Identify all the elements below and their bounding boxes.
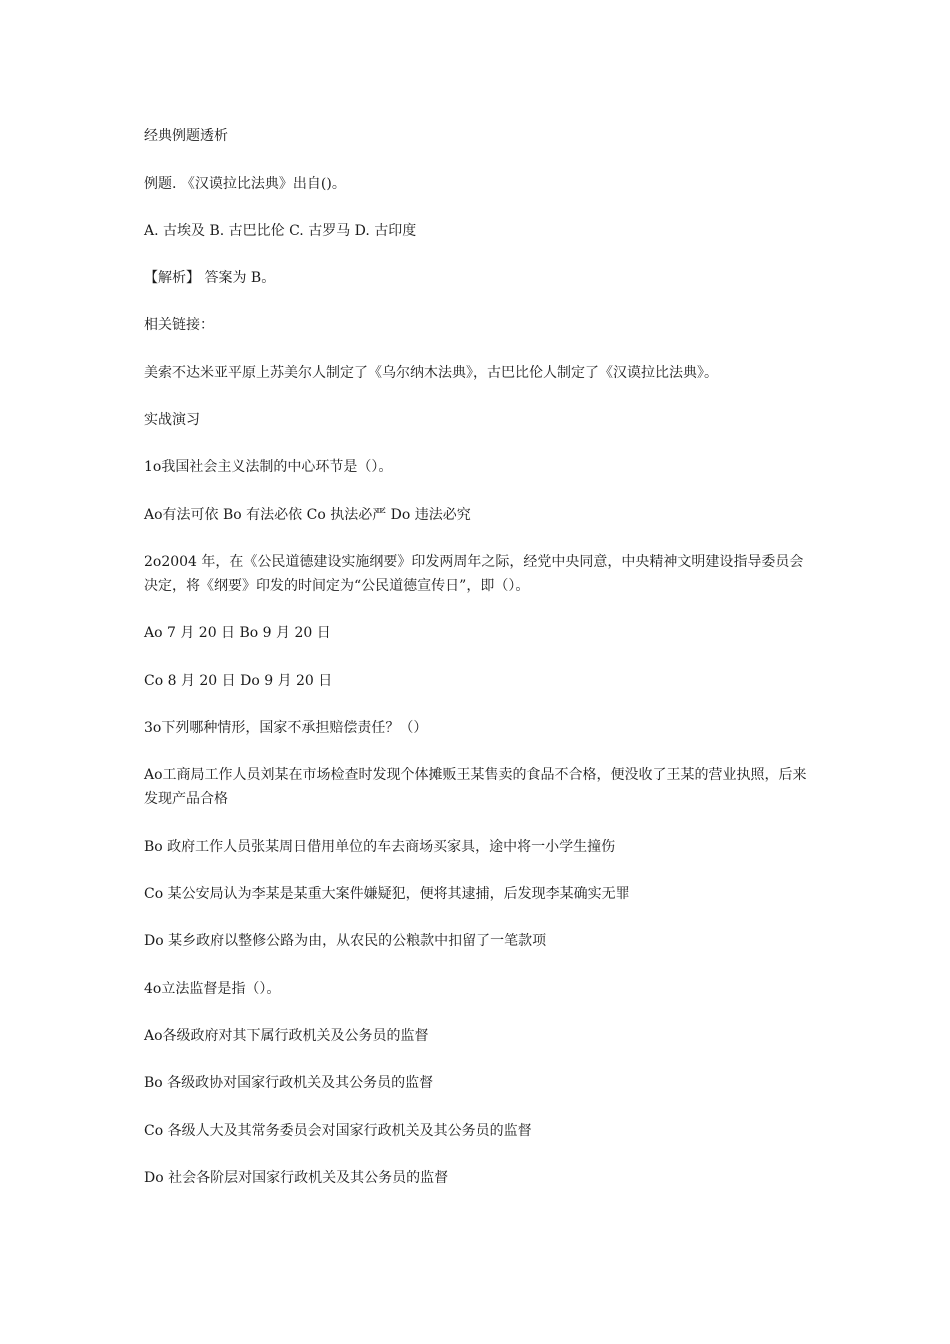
- question-3: 3o下列哪种情形，国家不承担赔偿责任？（）: [144, 720, 428, 736]
- related-links-heading: 相关链接：: [144, 317, 214, 333]
- question-3-option-b: Bo 政府工作人员张某周日借用单位的车去商场买家具，途中将一小学生撞伤: [144, 839, 616, 855]
- question-2: 2o2004 年，在《公民道德建设实施纲要》印发两周年之际，经党中央同意，中央精神文明建设指导委员会决定，将《纲要》印发的时间定为“公民道德宣传日”，即（）。: [144, 554, 804, 594]
- question-3-option-a: Ao工商局工作人员刘某在市场检查时发现个体摊贩王某售卖的食品不合格，便没收了王某的营业执照，后来发现产品合格: [144, 767, 807, 807]
- example-options: A. 古埃及 B. 古巴比伦 C. 古罗马 D. 古印度: [144, 223, 417, 239]
- question-4-option-c: Co 各级人大及其常务委员会对国家行政机关及其公务员的监督: [144, 1123, 532, 1139]
- example-answer: 【解析】 答案为 B。: [144, 270, 276, 286]
- section-heading: 经典例题透析: [144, 128, 228, 144]
- example-question: 例题. 《汉谟拉比法典》出自()。: [144, 176, 346, 192]
- question-2-options-cd: Co 8 月 20 日 Do 9 月 20 日: [144, 673, 333, 689]
- question-1-options: Ao有法可依 Bo 有法必依 Co 执法必严 Do 违法必究: [144, 507, 471, 523]
- question-2-options-ab: Ao 7 月 20 日 Bo 9 月 20 日: [144, 625, 331, 641]
- question-4-option-d: Do 社会各阶层对国家行政机关及其公务员的监督: [144, 1170, 449, 1186]
- question-4-option-b: Bo 各级政协对国家行政机关及其公务员的监督: [144, 1075, 434, 1091]
- question-1: 1o我国社会主义法制的中心环节是（）。: [144, 459, 393, 475]
- practice-heading: 实战演习: [144, 412, 200, 428]
- question-3-option-c: Co 某公安局认为李某是某重大案件嫌疑犯，便将其逮捕，后发现李某确实无罪: [144, 886, 630, 902]
- question-4-option-a: Ao各级政府对其下属行政机关及公务员的监督: [144, 1028, 429, 1044]
- question-4: 4o立法监督是指（）。: [144, 981, 281, 997]
- related-links-text: 美索不达米亚平原上苏美尔人制定了《乌尔纳木法典》，古巴比伦人制定了《汉谟拉比法典》。: [144, 365, 718, 381]
- question-3-option-d: Do 某乡政府以整修公路为由，从农民的公粮款中扣留了一笔款项: [144, 933, 547, 949]
